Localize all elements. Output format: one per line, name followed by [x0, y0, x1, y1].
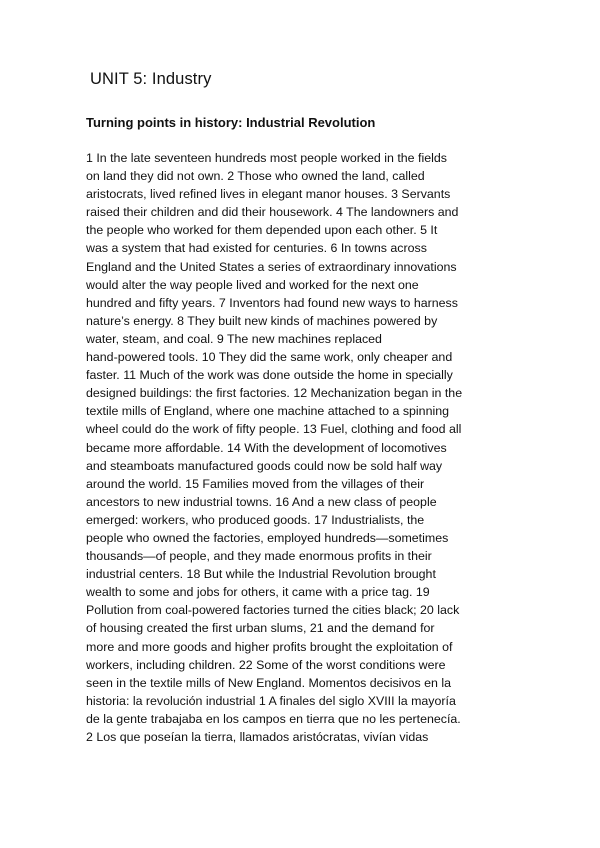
unit-title: UNIT 5: Industry — [90, 70, 212, 88]
body-line: emerged: workers, who produced goods. 17 Industrialists, the — [86, 512, 425, 527]
body-line: around the world. 15 Families moved from the villages of their — [86, 476, 425, 491]
body-line: seen in the textile mills of New England. Momentos decisivos en la — [86, 675, 452, 690]
body-line: thousands—of people, and they made enormous profits in their — [86, 549, 432, 564]
body-line: people who owned the factories, employed hundreds—sometimes — [86, 530, 449, 545]
body-line: of housing created the first urban slums, 21 and the demand for — [86, 621, 435, 636]
body-line: aristocrats, lived refined lives in elegant manor houses. 3 Servants — [86, 187, 451, 202]
body-line: 2 Los que poseían la tierra, llamados aristócratas, vivían vidas — [86, 730, 429, 744]
body-paragraph — [86, 149, 516, 746]
body-line: faster. 11 Much of the work was done outside the home in specially — [86, 368, 453, 383]
body-line: Pollution from coal-powered factories turned the cities black; 20 lack — [86, 603, 460, 618]
body-line: industrial centers. 18 But while the Industrial Revolution brought — [86, 567, 436, 582]
body-line: became more affordable. 14 With the development of locomotives — [86, 440, 447, 455]
body-line: raised their children and did their housework. 4 The landowners and — [86, 205, 459, 220]
body-line: wheel could do the work of fifty people. 13 Fuel, clothing and food all — [86, 422, 462, 437]
body-line: historia: la revolución industrial 1 A finales del siglo XVIII la mayoría — [86, 693, 456, 708]
body-line: 1 In the late seventeen hundreds most people worked in the fields — [86, 151, 447, 165]
body-line: wealth to some and jobs for others, it came with a price tag. 19 — [86, 585, 430, 600]
body-line: textile mills of England, where one machine attached to a spinning — [86, 404, 449, 419]
body-line: England and the United States a series of extraordinary innovations — [86, 259, 457, 274]
body-line: designed buildings: the first factories. 12 Mechanization began in the — [86, 386, 463, 401]
body-line: hundred and fifty years. 7 Inventors had found new ways to harness — [86, 295, 458, 310]
body-line: water, steam, and coal. 9 The new machines replaced — [86, 331, 382, 346]
body-line: nature’s energy. 8 They built new kinds of machines powered by — [86, 313, 438, 328]
body-line: de la gente trabajaba en los campos en tierra que no les pertenecía. — [86, 711, 461, 726]
section-heading: Turning points in history: Industrial Revolution — [86, 115, 376, 130]
body-line: ancestors to new industrial towns. 16 And a new class of people — [86, 494, 437, 509]
body-line: hand-powered tools. 10 They did the same work, only cheaper and — [86, 350, 453, 365]
body-line: and steamboats manufactured goods could now be sold half way — [86, 458, 443, 473]
body-line: was a system that had existed for centuries. 6 In towns across — [86, 241, 427, 256]
body-line: workers, including children. 22 Some of the worst conditions were — [86, 657, 446, 672]
body-line: more and more goods and higher profits brought the exploitation of — [86, 639, 453, 654]
body-line: the people who worked for them depended upon each other. 5 It — [86, 223, 438, 238]
body-line: on land they did not own. 2 Those who owned the land, called — [86, 169, 425, 184]
body-line: would alter the way people lived and worked for the next one — [86, 277, 419, 292]
